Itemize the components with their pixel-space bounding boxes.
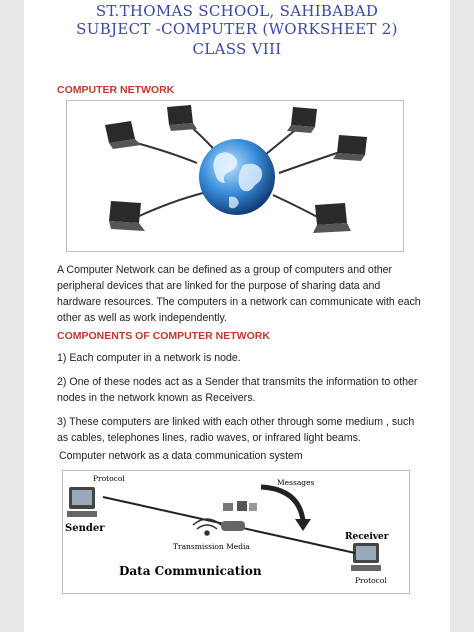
data-communication-illustration xyxy=(62,470,410,594)
section-title-computer-network: COMPUTER NETWORK xyxy=(57,84,175,96)
transmission-media-label: Transmission Media xyxy=(173,542,250,551)
protocol-left-label: Protocol xyxy=(93,474,125,483)
subject-title: SUBJECT -COMPUTER (WORKSHEET 2) xyxy=(76,20,398,38)
point-1: 1) Each computer in a network is node. xyxy=(57,352,241,364)
message-icons xyxy=(223,501,257,511)
intro-paragraph: A Computer Network can be defined as a group of computers and other peripheral devices that are linked for the purpose of sharing data and hardware resources. The computers in a network can communicate with each other as well as work independently. xyxy=(57,264,421,324)
school-name: ST.THOMAS SCHOOL, SAHIBABAD xyxy=(95,2,379,20)
laptop-icon xyxy=(167,105,197,131)
class-title: CLASS VIII xyxy=(192,40,282,58)
data-communication-title: Data Communication xyxy=(119,564,262,578)
figure-caption: Computer network as a data communication system xyxy=(59,450,303,462)
laptop-icon xyxy=(313,203,351,233)
sender-computer-icon xyxy=(67,487,97,517)
laptop-icon xyxy=(105,121,141,149)
laptop-icon xyxy=(333,135,367,161)
receiver-label: Receiver xyxy=(345,532,389,542)
point-2: 2) One of these nodes act as a Sender that transmits the information to other nodes in the network known as Receivers. xyxy=(57,376,418,404)
laptop-icon xyxy=(109,201,145,231)
data-communication-svg xyxy=(63,471,409,593)
messages-label: Messages xyxy=(277,478,315,487)
section-title-components: COMPONENTS OF COMPUTER NETWORK xyxy=(57,330,270,342)
point-3: 3) These computers are linked with each other through some medium , such as cables, telephones lines, radio waves, or infrared light beams. xyxy=(57,416,415,444)
messages-arrow-icon xyxy=(261,487,311,531)
network-diagram-svg xyxy=(67,101,403,251)
globe-icon xyxy=(199,139,275,215)
protocol-right-label: Protocol xyxy=(355,576,387,585)
wifi-icon xyxy=(193,519,221,535)
network-illustration xyxy=(66,100,404,252)
worksheet-page xyxy=(24,0,450,632)
laptop-icon xyxy=(287,107,317,133)
receiver-computer-icon xyxy=(351,543,381,571)
sender-label: Sender xyxy=(65,523,105,534)
router-icon xyxy=(221,521,245,531)
